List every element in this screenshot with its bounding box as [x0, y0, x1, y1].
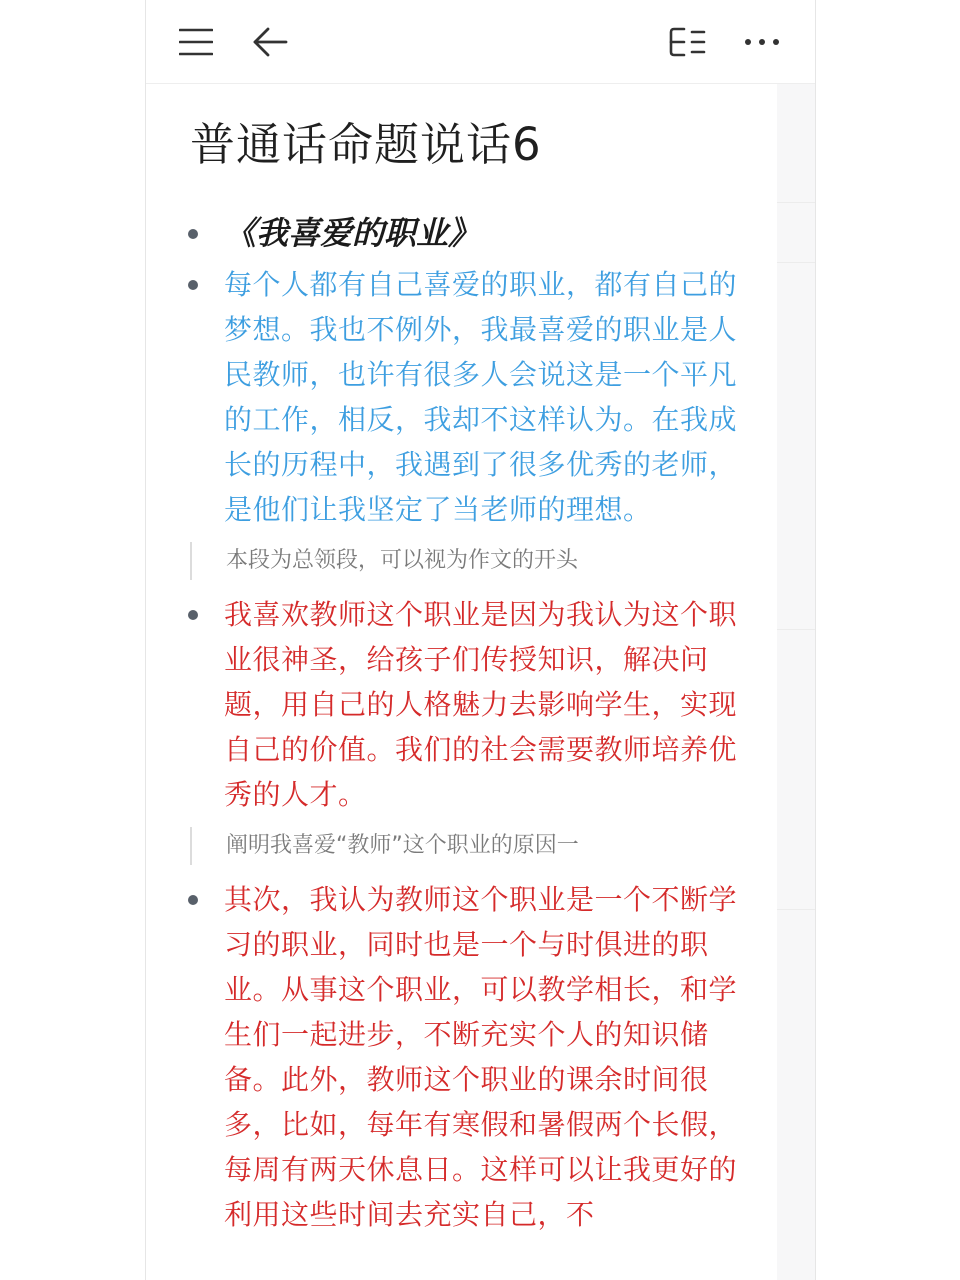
outline-button[interactable] [660, 14, 716, 70]
document-view [145, 0, 816, 1280]
paragraph-reason-two: 其次，我认为教师这个职业是一个不断学习的职业，同时也是一个与时俱进的职业。从事这个职业，可以教学相长，和学生们一起进步，不断充实个人的知识储备。此外，教师这个职业的课余时间很多，比如，每年有寒假和暑假两个长假，每周有两天休息日。这样可以让我更好的利用这些时间去充实自己，不 [224, 883, 738, 1231]
bullet-dot [188, 280, 198, 290]
list-item-heading [182, 206, 738, 260]
bullet-dot [188, 610, 198, 620]
top-toolbar [146, 0, 815, 84]
document-content [182, 206, 738, 1237]
list-item [182, 592, 738, 817]
bullet-dot [188, 895, 198, 905]
paragraph-reason-one: 我喜欢教师这个职业是因为我认为这个职业很神圣，给孩子们传授知识，解决问题，用自己的人格魅力去影响学生，实现自己的价值。我们的社会需要教师培养优秀的人才。 [224, 598, 738, 811]
back-arrow-icon [252, 26, 288, 58]
more-button[interactable] [734, 14, 790, 70]
more-icon [744, 38, 780, 46]
note-quote: 本段为总领段，可以视为作文的开头 [190, 542, 738, 580]
bullet-dot [188, 229, 198, 239]
list-item [182, 262, 738, 532]
right-margin-strip [777, 84, 815, 1280]
outline-icon [668, 26, 708, 58]
menu-button[interactable] [168, 14, 224, 70]
page-title: 普通话命题说话6 [190, 118, 542, 171]
menu-icon [179, 27, 213, 57]
back-button[interactable] [242, 14, 298, 70]
list-item [182, 877, 738, 1237]
note-quote: 阐明我喜爱“教师”这个职业的原因一 [190, 827, 738, 865]
paragraph-intro: 每个人都有自己喜爱的职业，都有自己的梦想。我也不例外，我最喜爱的职业是人民教师，也许有很多人会说这是一个平凡的工作，相反，我却不这样认为。在我成长的历程中，我遇到了很多优秀的老师，是他们让我坚定了当老师的理想。 [224, 268, 738, 526]
section-heading: 《我喜爱的职业》 [224, 214, 481, 252]
